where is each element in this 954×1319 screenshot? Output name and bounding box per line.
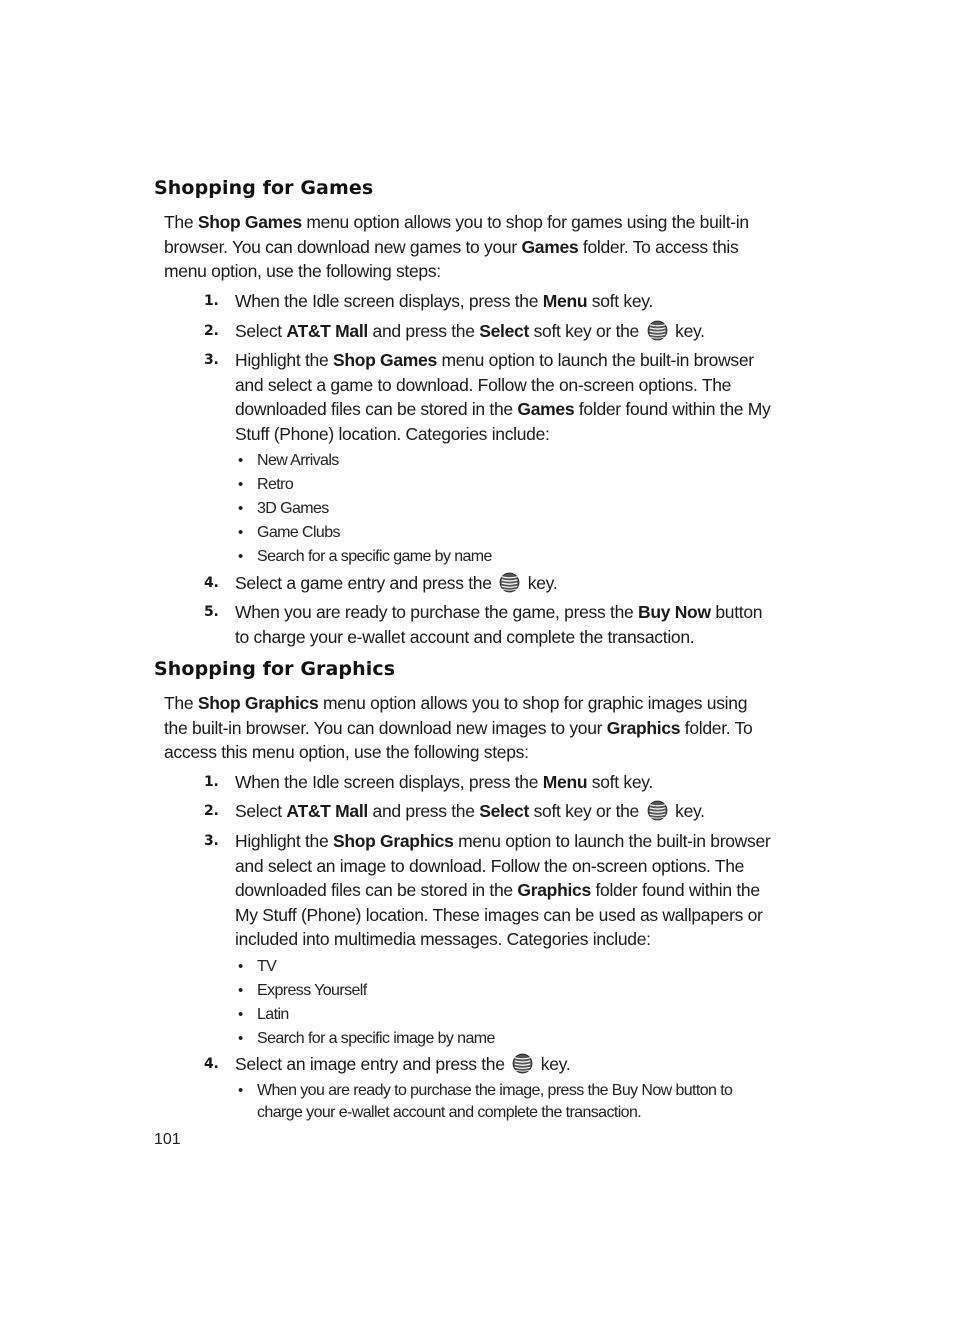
step-text: Select AT&T Mall and press the Select soft key or the key. bbox=[235, 321, 705, 341]
list-item: • Search for a specific game by name bbox=[238, 545, 778, 569]
step-number: 3. bbox=[204, 833, 219, 849]
games-intro: The Shop Games menu option allows you to shop for games using the built-in browser. You can download new games to your Games folder. To access this menu option, use the following steps: bbox=[164, 212, 749, 281]
games-step-5 bbox=[204, 600, 774, 649]
games-step-3 bbox=[204, 348, 774, 446]
step-text: When the Idle screen displays, press the Menu soft key. bbox=[235, 772, 653, 792]
games-step-4 bbox=[204, 571, 774, 596]
step-text: Select AT&T Mall and press the Select soft key or the key. bbox=[235, 801, 705, 821]
bold-term: Menu bbox=[542, 772, 588, 792]
graphics-intro: The Shop Graphics menu option allows you to shop for graphic images using the built-in browser. You can download new images to your Graphics folder. To access this menu option, use the following steps: bbox=[164, 693, 753, 762]
bold-term: Games bbox=[517, 399, 575, 419]
list-item: • When you are ready to purchase the image, press the Buy Now button to charge your e-wallet account and complete the transaction. bbox=[238, 1080, 778, 1124]
step-text: Highlight the Shop Games menu option to launch the built-in browser and select a game to download. Follow the on-screen options. The downloaded files can be stored in the Games folder found within the My Stuff (Phone) location. Categories include: bbox=[235, 350, 771, 444]
step-text: When the Idle screen displays, press the Menu soft key. bbox=[235, 291, 653, 311]
att-globe-icon bbox=[647, 800, 668, 821]
step-number: 1. bbox=[204, 774, 219, 790]
step-number: 4. bbox=[204, 1056, 219, 1072]
step-number: 1. bbox=[204, 293, 219, 309]
list-item: • 3D Games bbox=[238, 497, 778, 521]
step-number: 4. bbox=[204, 575, 219, 591]
step-number: 2. bbox=[204, 323, 219, 339]
bold-term: Shop Games bbox=[332, 350, 437, 370]
bold-term: Buy Now bbox=[638, 602, 711, 622]
list-item: • Latin bbox=[238, 1003, 778, 1027]
list-item: • Retro bbox=[238, 473, 778, 497]
bold-term: AT&T Mall bbox=[286, 801, 368, 821]
graphics-categories-list bbox=[238, 955, 778, 1051]
bold-term: Shop Graphics bbox=[197, 693, 319, 713]
list-item: • Express Yourself bbox=[238, 979, 778, 1003]
bold-term: Games bbox=[521, 236, 579, 257]
graphics-final-note-list bbox=[238, 1080, 778, 1124]
step-text: Select an image entry and press the key. bbox=[235, 1054, 571, 1074]
bold-term: AT&T Mall bbox=[286, 321, 368, 341]
list-item: • New Arrivals bbox=[238, 449, 778, 473]
games-step-1 bbox=[204, 289, 774, 314]
graphics-step-3 bbox=[204, 829, 774, 952]
page-number: 101 bbox=[154, 1131, 181, 1148]
bold-term: Graphics bbox=[517, 880, 591, 900]
bold-term: Shop Games bbox=[197, 212, 302, 232]
step-number: 5. bbox=[204, 604, 219, 620]
step-text: Highlight the Shop Graphics menu option to launch the built-in browser and select an image to download. Follow the on-screen options. The downloaded files can be stored in the Graphics folder found within the My Stuff (Phone) location. These images can be used as wallpapers or included into multimedia messages. Categories include: bbox=[235, 831, 771, 949]
bold-term: Graphics bbox=[606, 717, 681, 738]
section-heading-games: Shopping for Games bbox=[154, 177, 374, 199]
bold-term: Menu bbox=[542, 291, 588, 311]
games-step-2 bbox=[204, 319, 774, 344]
list-item: • Search for a specific image by name bbox=[238, 1027, 778, 1051]
step-number: 3. bbox=[204, 352, 219, 368]
step-text: When you are ready to purchase the game, press the Buy Now button to charge your e-wallet account and complete the transaction. bbox=[235, 602, 763, 647]
list-item: • TV bbox=[238, 955, 778, 979]
att-globe-icon bbox=[499, 572, 520, 593]
att-globe-icon bbox=[512, 1053, 533, 1074]
att-globe-icon bbox=[647, 320, 668, 341]
step-number: 2. bbox=[204, 803, 219, 819]
graphics-step-2 bbox=[204, 799, 774, 824]
bold-term: Shop Graphics bbox=[332, 831, 454, 851]
games-categories-list bbox=[238, 449, 778, 569]
list-item: • Game Clubs bbox=[238, 521, 778, 545]
graphics-step-4 bbox=[204, 1052, 774, 1077]
bold-term: Select bbox=[479, 801, 530, 821]
section-heading-graphics: Shopping for Graphics bbox=[154, 658, 396, 680]
bold-term: Select bbox=[479, 321, 530, 341]
graphics-step-1 bbox=[204, 770, 774, 795]
step-text: Select a game entry and press the key. bbox=[235, 573, 558, 593]
